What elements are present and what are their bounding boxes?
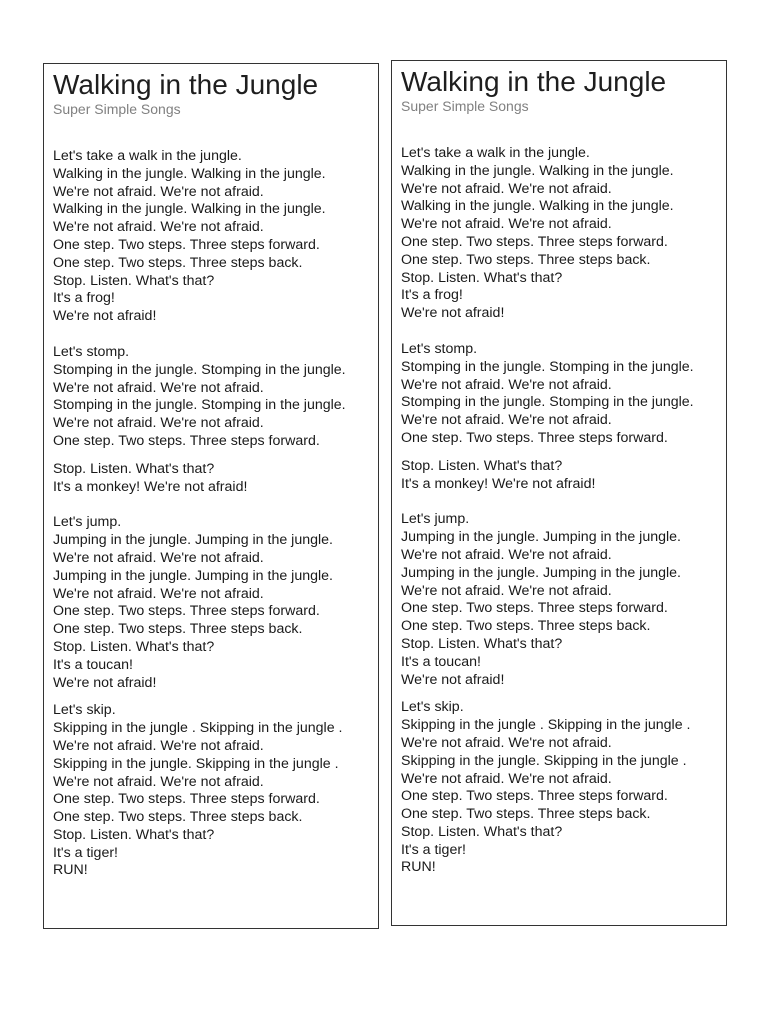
lyric-line: Walking in the jungle. Walking in the jungle. bbox=[401, 198, 674, 215]
lyric-line: It's a monkey! We're not afraid! bbox=[401, 475, 596, 492]
lyric-line: We're not afraid. We're not afraid. bbox=[401, 216, 612, 233]
lyric-line: We're not afraid. We're not afraid. bbox=[53, 379, 264, 396]
lyric-line: One step. Two steps. Three steps forward. bbox=[53, 236, 320, 253]
lyric-line: RUN! bbox=[53, 862, 88, 879]
lyric-line: Skipping in the jungle. Skipping in the jungle . bbox=[401, 752, 687, 769]
lyric-line: Jumping in the jungle. Jumping in the jungle. bbox=[53, 567, 333, 584]
lyric-stanza bbox=[401, 341, 726, 448]
lyric-line: One step. Two steps. Three steps forward. bbox=[53, 432, 320, 449]
lyric-line: It's a toucan! bbox=[53, 656, 133, 673]
lyric-stanza bbox=[53, 461, 378, 497]
lyric-line: We're not afraid. We're not afraid. bbox=[401, 734, 612, 751]
song-title: Walking in the Jungle bbox=[53, 69, 319, 100]
lyric-line: Skipping in the jungle . Skipping in the jungle . bbox=[53, 720, 343, 737]
lyric-line: One step. Two steps. Three steps forward. bbox=[53, 603, 320, 620]
lyric-line: Skipping in the jungle . Skipping in the jungle . bbox=[401, 717, 691, 734]
lyric-line: Walking in the jungle. Walking in the jungle. bbox=[53, 165, 326, 182]
lyric-line: Stomping in the jungle. Stomping in the jungle. bbox=[401, 394, 694, 411]
lyric-line: Stop. Listen. What's that? bbox=[53, 638, 215, 655]
lyric-line: Let's stomp. bbox=[53, 343, 130, 360]
lyric-line: We're not afraid. We're not afraid. bbox=[53, 773, 264, 790]
lyric-line: Let's skip. bbox=[53, 702, 116, 719]
lyric-line: Walking in the jungle. Walking in the jungle. bbox=[401, 162, 674, 179]
lyric-line: We're not afraid! bbox=[53, 674, 157, 691]
lyric-line: It's a tiger! bbox=[401, 841, 467, 858]
lyric-line: We're not afraid. We're not afraid. bbox=[401, 180, 612, 197]
lyric-line: We're not afraid. We're not afraid. bbox=[401, 546, 612, 563]
lyric-stanza bbox=[401, 145, 726, 323]
lyric-line: We're not afraid. We're not afraid. bbox=[53, 549, 264, 566]
lyric-line: Stop. Listen. What's that? bbox=[53, 272, 215, 289]
lyric-line: We're not afraid. We're not afraid. bbox=[53, 183, 264, 200]
lyric-stanza bbox=[53, 702, 378, 880]
lyric-line: One step. Two steps. Three steps forward. bbox=[53, 791, 320, 808]
lyrics-card-right bbox=[391, 60, 727, 926]
lyric-line: One step. Two steps. Three steps back. bbox=[401, 618, 651, 635]
lyric-line: Stop. Listen. What's that? bbox=[401, 823, 563, 840]
lyric-line: Let's jump. bbox=[401, 511, 470, 528]
lyric-line: We're not afraid. We're not afraid. bbox=[53, 219, 264, 236]
lyric-line: We're not afraid. We're not afraid. bbox=[401, 412, 612, 429]
lyric-line: It's a toucan! bbox=[401, 653, 481, 670]
lyric-line: We're not afraid. We're not afraid. bbox=[401, 770, 612, 787]
lyric-line: We're not afraid. We're not afraid. bbox=[401, 582, 612, 599]
lyric-line: Let's jump. bbox=[53, 514, 122, 531]
lyric-line: Let's stomp. bbox=[401, 340, 478, 357]
lyric-line: Let's take a walk in the jungle. bbox=[53, 148, 242, 164]
lyric-line: We're not afraid. We're not afraid. bbox=[53, 737, 264, 754]
lyric-line: We're not afraid. We're not afraid. bbox=[401, 376, 612, 393]
lyric-line: One step. Two steps. Three steps forward. bbox=[401, 600, 668, 617]
lyric-line: Jumping in the jungle. Jumping in the jungle. bbox=[401, 529, 681, 546]
lyric-line: Walking in the jungle. Walking in the jungle. bbox=[53, 201, 326, 218]
lyrics-body bbox=[401, 145, 726, 877]
lyric-line: It's a frog! bbox=[53, 290, 115, 307]
song-title: Walking in the Jungle bbox=[401, 66, 667, 97]
lyric-line: Jumping in the jungle. Jumping in the jungle. bbox=[53, 532, 333, 549]
lyric-line: We're not afraid. We're not afraid. bbox=[53, 415, 264, 432]
lyric-stanza bbox=[53, 148, 378, 326]
lyric-line: Stop. Listen. What's that? bbox=[401, 269, 563, 286]
lyric-stanza bbox=[401, 511, 726, 689]
lyric-stanza bbox=[53, 514, 378, 692]
lyric-line: Let's skip. bbox=[401, 699, 464, 716]
lyric-line: One step. Two steps. Three steps back. bbox=[401, 806, 651, 823]
lyrics-body bbox=[53, 148, 378, 880]
lyric-stanza bbox=[401, 699, 726, 877]
lyric-line: Jumping in the jungle. Jumping in the jungle. bbox=[401, 564, 681, 581]
lyric-line: We're not afraid. We're not afraid. bbox=[53, 585, 264, 602]
lyric-line: It's a tiger! bbox=[53, 844, 119, 861]
lyric-stanza bbox=[53, 344, 378, 451]
lyric-line: Stop. Listen. What's that? bbox=[53, 460, 215, 477]
lyric-line: RUN! bbox=[401, 859, 436, 876]
lyric-line: One step. Two steps. Three steps forward. bbox=[401, 429, 668, 446]
lyric-line: Stomping in the jungle. Stomping in the jungle. bbox=[53, 361, 346, 378]
lyric-line: Stop. Listen. What's that? bbox=[53, 826, 215, 843]
lyric-line: Skipping in the jungle. Skipping in the jungle . bbox=[53, 755, 339, 772]
lyric-line: Stomping in the jungle. Stomping in the jungle. bbox=[401, 358, 694, 375]
lyric-line: We're not afraid! bbox=[401, 305, 505, 322]
song-artist: Super Simple Songs bbox=[401, 98, 529, 114]
lyric-line: One step. Two steps. Three steps back. bbox=[53, 621, 303, 638]
lyric-line: It's a monkey! We're not afraid! bbox=[53, 478, 248, 495]
lyric-line: One step. Two steps. Three steps forward. bbox=[401, 233, 668, 250]
lyric-stanza bbox=[401, 458, 726, 494]
lyric-line: One step. Two steps. Three steps back. bbox=[401, 251, 651, 268]
lyrics-card-left bbox=[43, 63, 379, 929]
lyric-line: Stop. Listen. What's that? bbox=[401, 457, 563, 474]
lyric-line: One step. Two steps. Three steps back. bbox=[53, 809, 303, 826]
lyric-line: Stop. Listen. What's that? bbox=[401, 635, 563, 652]
lyric-line: One step. Two steps. Three steps forward. bbox=[401, 788, 668, 805]
lyric-line: Let's take a walk in the jungle. bbox=[401, 145, 590, 161]
lyric-line: We're not afraid! bbox=[401, 671, 505, 688]
lyric-line: It's a frog! bbox=[401, 287, 463, 304]
song-artist: Super Simple Songs bbox=[53, 101, 181, 117]
lyric-line: One step. Two steps. Three steps back. bbox=[53, 254, 303, 271]
lyric-line: Stomping in the jungle. Stomping in the jungle. bbox=[53, 397, 346, 414]
lyric-line: We're not afraid! bbox=[53, 308, 157, 325]
